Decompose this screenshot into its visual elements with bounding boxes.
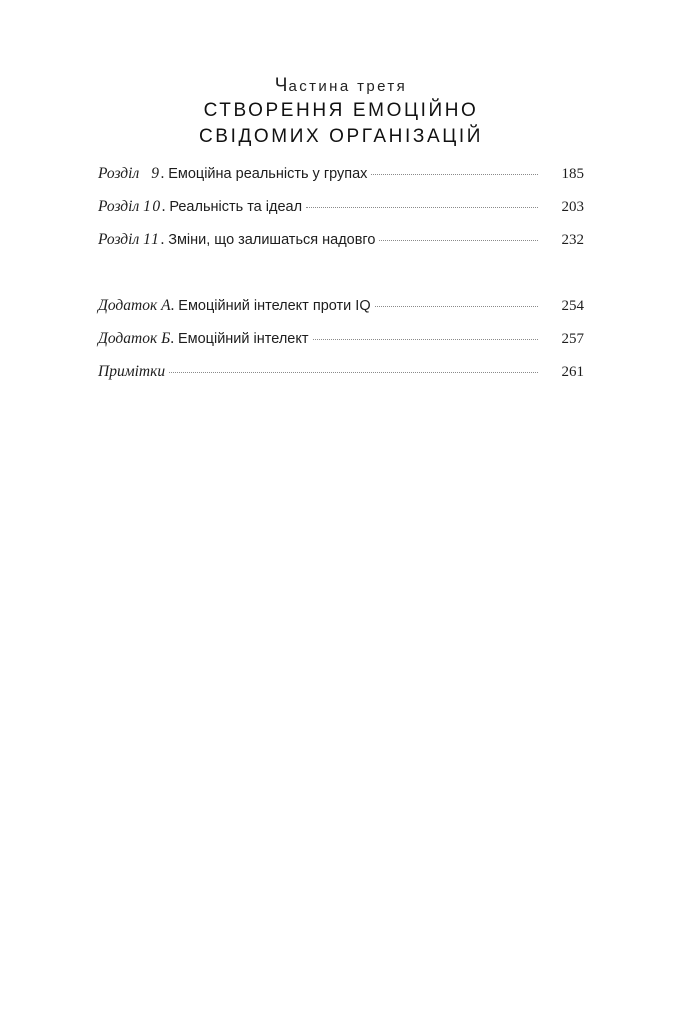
- page-number: 261: [561, 364, 584, 380]
- dot-leader: [169, 371, 538, 373]
- toc-entry-chapter-10[interactable]: [98, 196, 584, 229]
- chapter-title: Зміни, що залишаться надовго: [168, 232, 376, 248]
- appendix-label: Додаток А: [98, 297, 171, 314]
- page-number: 203: [561, 199, 584, 215]
- page-number: 257: [561, 331, 584, 347]
- chapter-number: 11: [143, 231, 161, 248]
- toc-entry-notes[interactable]: [98, 361, 584, 394]
- appendix-list: [98, 295, 584, 394]
- chapter-list: [98, 163, 584, 262]
- toc-entry-text: Додаток А. Емоційний інтелект проти IQ: [98, 297, 371, 314]
- toc-entry-appendix-b[interactable]: [98, 328, 584, 361]
- chapter-label: Розділ: [98, 231, 140, 248]
- chapter-label: Розділ: [98, 165, 140, 182]
- toc-entry-appendix-a[interactable]: [98, 295, 584, 328]
- part-title-line-1: СТВОРЕННЯ ЕМОЦІЙНО: [203, 100, 479, 121]
- page-number: 232: [561, 232, 584, 248]
- dot-leader: [371, 173, 538, 175]
- chapter-title: Реальність та ідеал: [169, 199, 303, 215]
- dot-leader: [379, 239, 538, 241]
- page-number: 254: [561, 298, 584, 314]
- dot-leader: [306, 206, 538, 208]
- chapter-number: 9: [151, 165, 161, 182]
- chapter-label: Розділ: [98, 198, 140, 215]
- appendix-title: Емоційний інтелект проти IQ: [178, 298, 371, 314]
- page-number: 185: [561, 166, 584, 182]
- toc-entry-text: Розділ 10. Реальність та ідеал: [98, 198, 303, 215]
- toc-entry-text: Розділ 11. Зміни, що залишаться надовго: [98, 231, 376, 248]
- toc-entry-text: [98, 361, 165, 383]
- part-label: [0, 76, 682, 97]
- toc-entry-text: Розділ 9. Емоційна реальність у групах: [98, 165, 368, 182]
- part-label-initial: Ч: [274, 75, 289, 96]
- part-title-line-2: СВІДОМИХ ОРГАНІЗАЦІЙ: [198, 126, 484, 147]
- dot-leader: [313, 338, 539, 340]
- part-header: [0, 76, 682, 149]
- notes-label: Примітки: [98, 363, 166, 380]
- toc-entry-chapter-9[interactable]: [98, 163, 584, 196]
- appendix-label: Додаток Б: [98, 330, 171, 347]
- part-label-rest: астина третя: [288, 78, 408, 95]
- chapter-number: 10: [143, 198, 162, 215]
- toc-entry-chapter-11[interactable]: [98, 229, 584, 262]
- toc-entry-text: Додаток Б. Емоційний інтелект: [98, 330, 309, 347]
- chapter-title: Емоційна реальність у групах: [168, 166, 368, 182]
- appendix-title: Емоційний інтелект: [177, 331, 309, 347]
- dot-leader: [375, 305, 538, 307]
